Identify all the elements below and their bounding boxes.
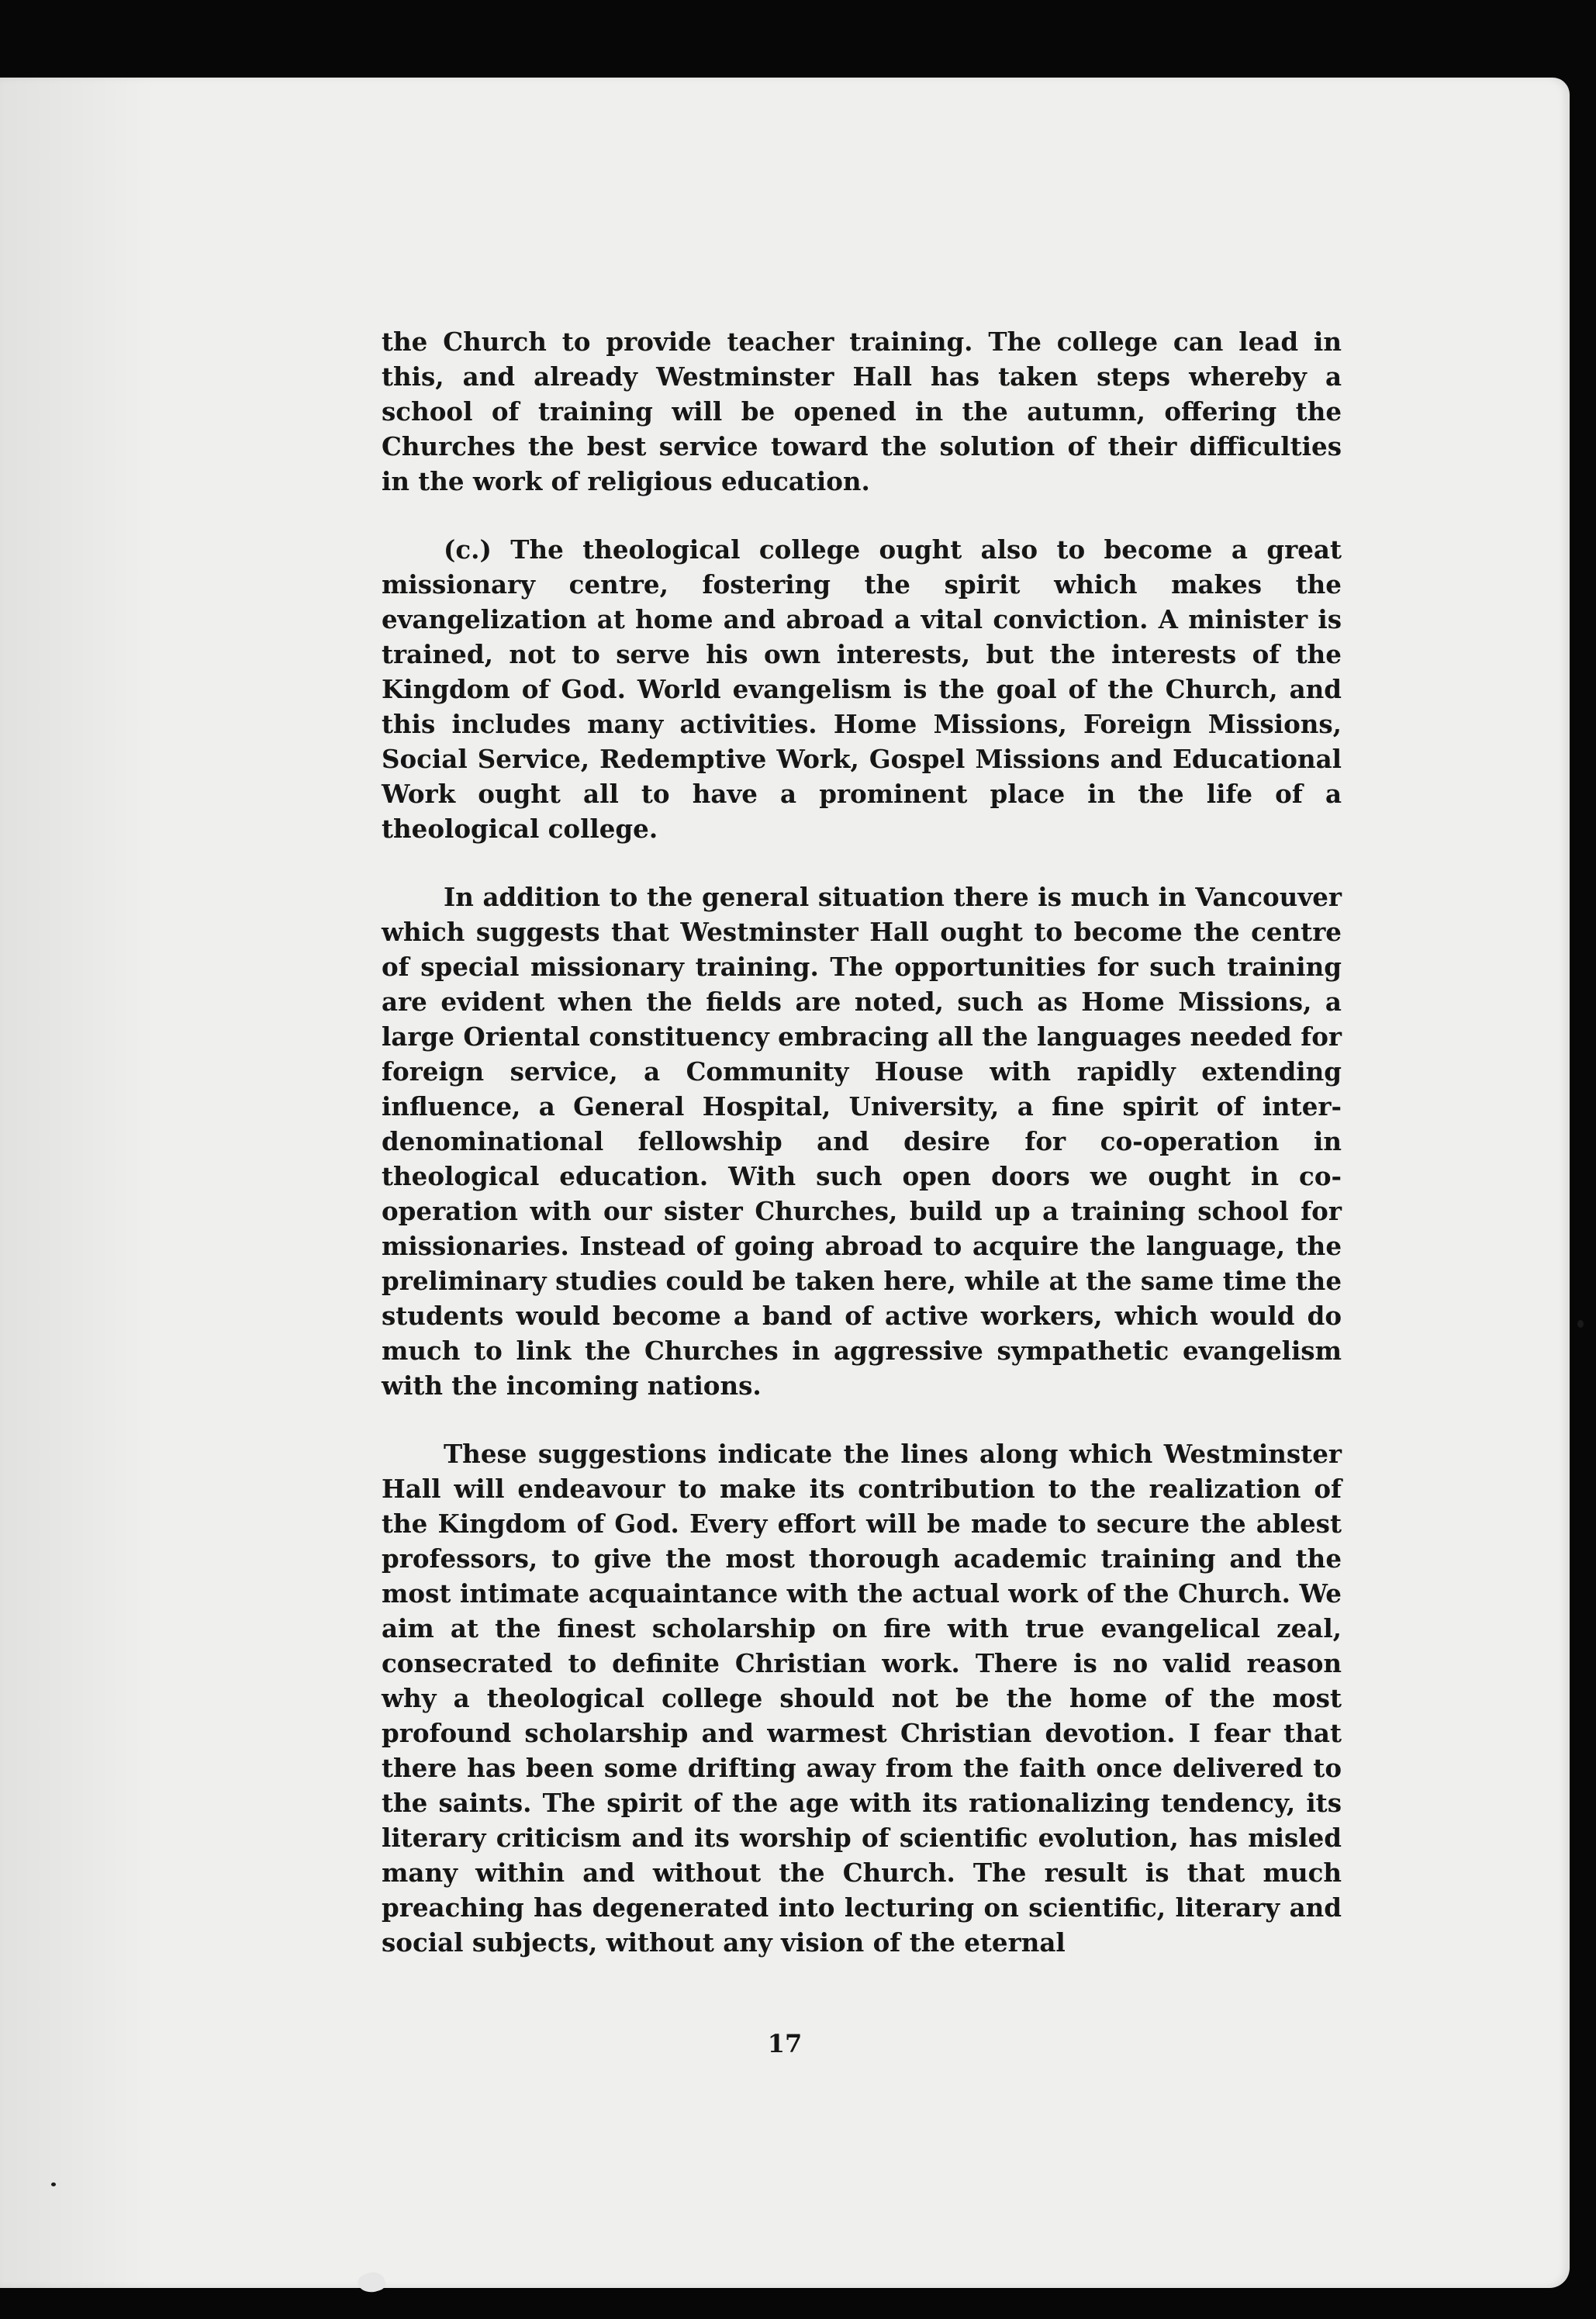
page-gutter-shadow bbox=[0, 78, 155, 2288]
paragraph-suggestions: These suggestions indicate the lines along which Westminster Hall will endeavour to make its contribution to the realization of the Kingdom of God. Every effort will be made to secure the ablest professors, to give the most thorough academic training and the most intimate acquaintance with the actual work of the Church. We aim at the finest scholarship on fire with true evangelical zeal, consecrated to definite Christian work. There is no valid reason why a theological college should not be the home of the most profound scholarship and warmest Christian devotion. I fear that there has been some drifting away from the faith once delivered to the saints. The spirit of the age with its rationalizing tendency, its literary criticism and its worship of scientific evolution, has misled many within and without the Church. The result is that much preaching has degenerated into lecturing on scientific, literary and social subjects, without any vision of the eternal bbox=[382, 1439, 1342, 1958]
body-text bbox=[382, 324, 1342, 1960]
page-number: 17 bbox=[767, 2029, 803, 2058]
paragraph-missionary-centre: (c.) The theological college ought also to become a great missionary centre, fostering the spirit which makes the evangelization at home and abroad a vital conviction. A minister is trained, not to serve his own interests, but the interests of the Kingdom of God. World evangelism is the goal of the Church, and this includes many activities. Home Missions, Foreign Missions, Social Service, Redemptive Work, Gospel Missions and Educational Work ought all to have a prominent place in the life of a theological college. bbox=[382, 534, 1342, 844]
paragraph-vancouver-training: In addition to the general situation there is much in Vancouver which suggests that Westminster Hall ought to become the centre of special missionary training. The opportunities for such training are evident when the fields are noted, such as Home Missions, a large Oriental constituency embracing all the languages needed for foreign service, a Community House with rapidly extending influence, a General Hospital, University, a fine spirit of inter-denominational fellowship and desire for co-operation in theological education. With such open doors we ought in co-operation with our sister Churches, build up a training school for missionaries. Instead of going abroad to acquire the language, the preliminary studies could be taken here, while at the same time the students would become a band of active workers, which would do much to link the Churches in aggressive sympathetic evangelism with the incoming nations. bbox=[382, 882, 1342, 1401]
scanned-page bbox=[0, 78, 1570, 2288]
scan-speck bbox=[51, 2182, 56, 2186]
paragraph-continuation: the Church to provide teacher training. The college can lead in this, and already Westminster Hall has taken steps whereby a school of training will be opened in the autumn, offering the Churches the best service toward the solution of their difficulties in the work of religious education. bbox=[382, 327, 1342, 496]
scan-speck bbox=[1577, 1320, 1584, 1328]
